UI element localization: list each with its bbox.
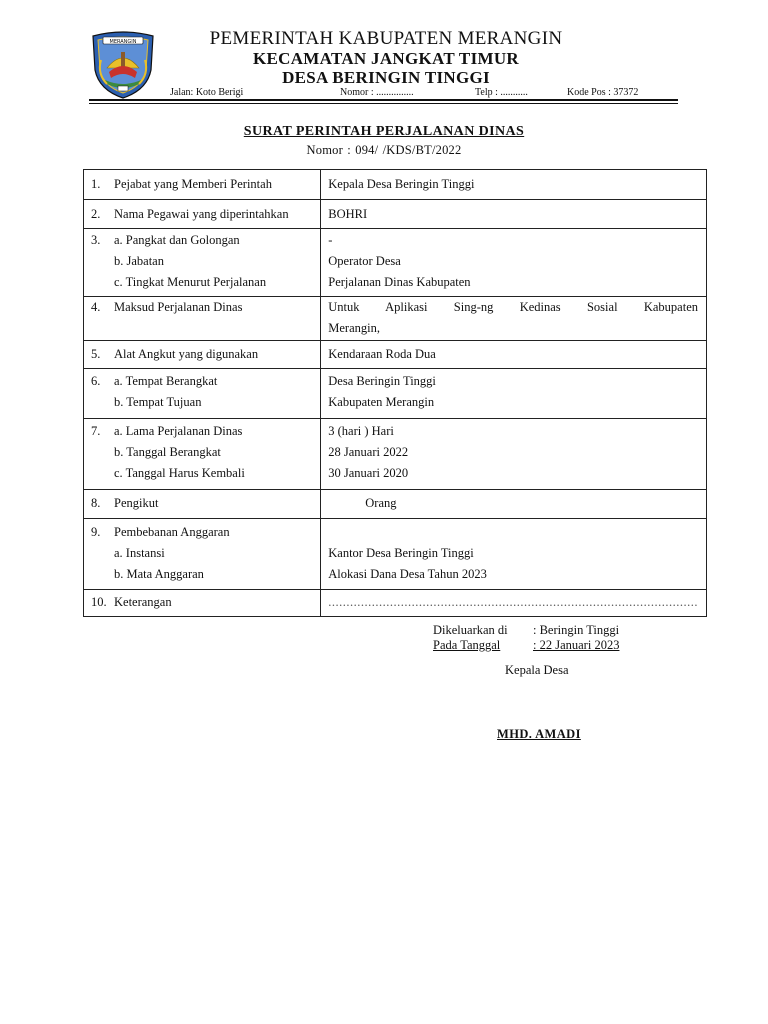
table-row	[84, 490, 707, 519]
row-value: Alokasi Dana Desa Tahun 2023	[328, 567, 487, 581]
row-number: 5.	[91, 347, 101, 361]
address-street: Jalan: Koto Berigi	[170, 87, 244, 98]
row-value: Kendaraan Roda Dua	[328, 347, 436, 361]
letterhead-government: PEMERINTAH KABUPATEN MERANGIN	[209, 28, 563, 49]
row-label: Pembebanan Anggaran	[114, 525, 230, 539]
row-value: Desa Beringin Tinggi	[328, 374, 436, 388]
document-number: Nomor : 094/ /KDS/BT/2022	[306, 143, 462, 157]
row-value: Untuk Aplikasi Sing-ng Kedinas Sosial Kabupaten	[328, 300, 698, 314]
issued-place	[433, 623, 619, 638]
row-sublabel: b. Tanggal Berangkat	[114, 445, 221, 459]
row-number: 10.	[91, 595, 107, 609]
table-row	[84, 369, 707, 419]
row-value: Orang	[365, 496, 397, 510]
logo-text: MERANGIN	[109, 39, 137, 45]
signer-position: Kepala Desa	[505, 663, 569, 677]
table-row	[84, 419, 707, 490]
row-label: Nama Pegawai yang diperintahkan	[114, 207, 289, 221]
row-label: Keterangan	[114, 595, 172, 609]
letterhead-village: DESA BERINGIN TINGGI	[282, 68, 490, 87]
letterhead-district: KECAMATAN JANGKAT TIMUR	[252, 49, 519, 68]
row-number: 9.	[91, 525, 101, 539]
row-value: 28 Januari 2022	[328, 445, 409, 459]
row-value: Operator Desa	[328, 254, 401, 268]
row-value: Kabupaten Merangin	[328, 395, 435, 409]
table-row	[84, 229, 707, 297]
issued-place-label: Dikeluarkan di	[433, 623, 508, 637]
row-sublabel: c. Tingkat Menurut Perjalanan	[114, 275, 267, 289]
row-number: 3.	[91, 233, 101, 247]
row-number: 2.	[91, 207, 101, 221]
document-title: SURAT PERINTAH PERJALANAN DINAS	[243, 124, 525, 139]
row-sublabel: b. Mata Anggaran	[114, 567, 204, 581]
row-number: 8.	[91, 496, 101, 510]
issued-date-value: : 22 Januari 2023	[533, 638, 620, 652]
table-row	[84, 200, 707, 229]
row-value: Kepala Desa Beringin Tinggi	[328, 177, 475, 191]
regency-emblem-logo	[89, 30, 157, 100]
row-label: Pejabat yang Memberi Perintah	[114, 177, 272, 191]
row-value: Merangin,	[328, 321, 380, 335]
row-label: Pengikut	[114, 496, 159, 510]
row-value: 3 (hari ) Hari	[328, 424, 394, 438]
row-value: 30 Januari 2020	[328, 466, 409, 480]
row-value: Perjalanan Dinas Kabupaten	[328, 275, 471, 289]
table-row	[84, 341, 707, 369]
address-postal-code: Kode Pos : 37372	[567, 87, 639, 98]
row-number: 4.	[91, 300, 101, 314]
row-value: Kantor Desa Beringin Tinggi	[328, 546, 474, 560]
row-label: a. Pangkat dan Golongan	[114, 233, 240, 247]
signer-name: MHD. AMADI	[497, 727, 581, 741]
row-value: BOHRI	[328, 207, 368, 221]
row-number: 1.	[91, 177, 101, 191]
issued-place-value: : Beringin Tinggi	[533, 623, 620, 637]
row-sublabel: a. Instansi	[114, 546, 165, 560]
issued-date-label: Pada Tanggal	[433, 638, 501, 652]
travel-order-table	[83, 169, 707, 617]
row-sublabel: c. Tanggal Harus Kembali	[114, 466, 245, 480]
address-number: Nomor : ...............	[340, 87, 414, 98]
row-sublabel: b. Jabatan	[114, 254, 164, 268]
row-label: a. Tempat Berangkat	[114, 374, 218, 388]
table-row	[84, 297, 707, 341]
table-row	[84, 170, 707, 200]
row-value: ......................................................................................................	[328, 595, 698, 609]
issued-date	[433, 638, 619, 653]
row-number: 7.	[91, 424, 101, 438]
row-label: Alat Angkut yang digunakan	[114, 347, 259, 361]
row-value: -	[328, 233, 333, 247]
table-row	[84, 590, 707, 617]
table-row	[84, 519, 707, 590]
row-sublabel: b. Tempat Tujuan	[114, 395, 202, 409]
address-phone: Telp : ...........	[475, 87, 528, 98]
row-label: Maksud Perjalanan Dinas	[114, 300, 243, 314]
row-number: 6.	[91, 374, 101, 388]
letterhead-divider-thick	[89, 99, 678, 101]
letterhead-divider-thin	[89, 103, 678, 104]
row-label: a. Lama Perjalanan Dinas	[114, 424, 243, 438]
